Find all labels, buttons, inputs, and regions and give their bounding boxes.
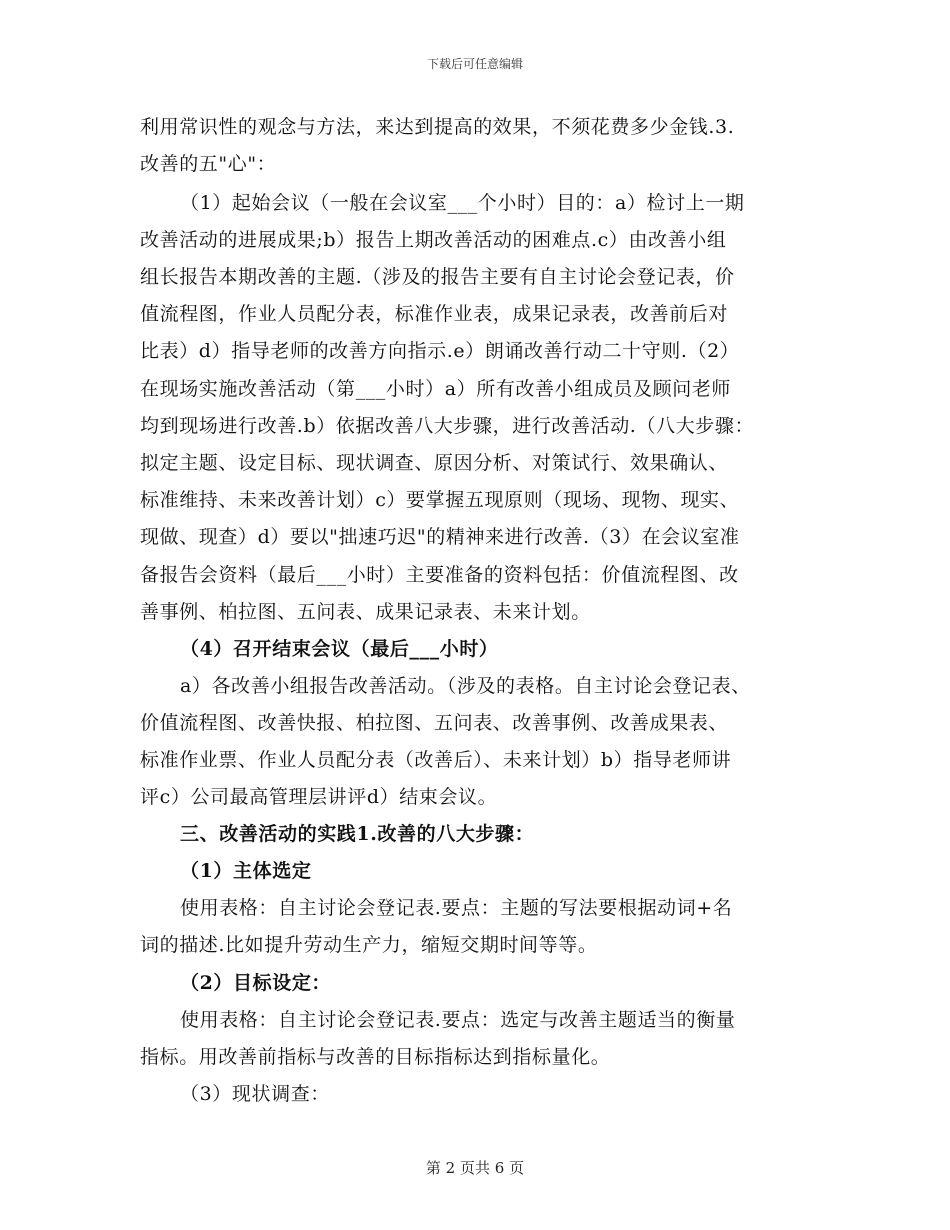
page-header: 下载后可任意编辑 [426,57,523,71]
section-heading: （2）目标设定： [180,972,332,994]
text-line: 备报告会资料（最后___小时）主要准备的资料包括：价值流程图、改 [140,564,739,586]
section-heading: （1）主体选定 [180,860,312,882]
section-heading: 三、改善活动的实践1.改善的八大步骤： [180,823,535,845]
page-footer: 第 2 页共 6 页 [425,1159,525,1177]
text-line: 组长报告本期改善的主题.（涉及的报告主要有自主讨论会登记表，价 [140,266,735,288]
text-line: 指标。用改善前指标与改善的目标指标达到指标量化。 [140,1046,611,1068]
text-line: 善事例、柏拉图、五问表、成果记录表、未来计划。 [140,601,591,623]
text-line: （3）现状调查： [180,1083,330,1105]
text-line: 价值流程图、改善快报、柏拉图、五问表、改善事例、改善成果表、 [140,712,729,734]
text-line: 词的描述.比如提升劳动生产力，缩短交期时间等等。 [140,934,598,956]
text-line: 均到现场进行改善.b）依据改善八大步骤，进行改善活动.（八大步骤： [140,415,755,437]
text-line: 现做、现查）d）要以"拙速巧迟"的精神来进行改善.（3）在会议室准 [140,526,740,548]
text-line: 改善的五"心"： [140,153,277,175]
text-line: 在现场实施改善活动（第___小时）a）所有改善小组成员及顾问老师 [140,378,732,400]
text-line: 比表）d）指导老师的改善方向指示.e）朗诵改善行动二十守则.（2） [140,340,740,362]
text-line: 使用表格：自主讨论会登记表.要点：选定与改善主题适当的衡量 [180,1009,736,1031]
text-line: 标准作业票、作业人员配分表（改善后）、未来计划）b）指导老师讲 [140,749,732,771]
text-line: 使用表格：自主讨论会登记表.要点：主题的写法要根据动词+名 [180,897,733,919]
text-line: （1）起始会议（一般在会议室___个小时）目的：a）检讨上一期 [180,192,745,214]
text-line: 值流程图，作业人员配分表，标准作业表，成果记录表，改善前后对 [140,303,729,325]
text-line: 改善活动的进展成果;b）报告上期改善活动的困难点.c）由改善小组 [140,229,727,251]
text-line: 评c）公司最高管理层讲评d）结束会议。 [140,786,498,808]
text-line: 标准维持、未来改善计划）c）要掌握五现原则（现场、现物、现实、 [140,489,740,511]
text-line: 利用常识性的观念与方法，来达到提高的效果，不须花费多少金钱.3. [140,116,735,138]
text-line: 拟定主题、设定目标、现状调查、原因分析、对策试行、效果确认、 [140,452,729,474]
text-line: a）各改善小组报告改善活动。（涉及的表格。自主讨论会登记表、 [180,675,751,697]
section-heading: （4）召开结束会议（最后___小时） [180,638,499,660]
